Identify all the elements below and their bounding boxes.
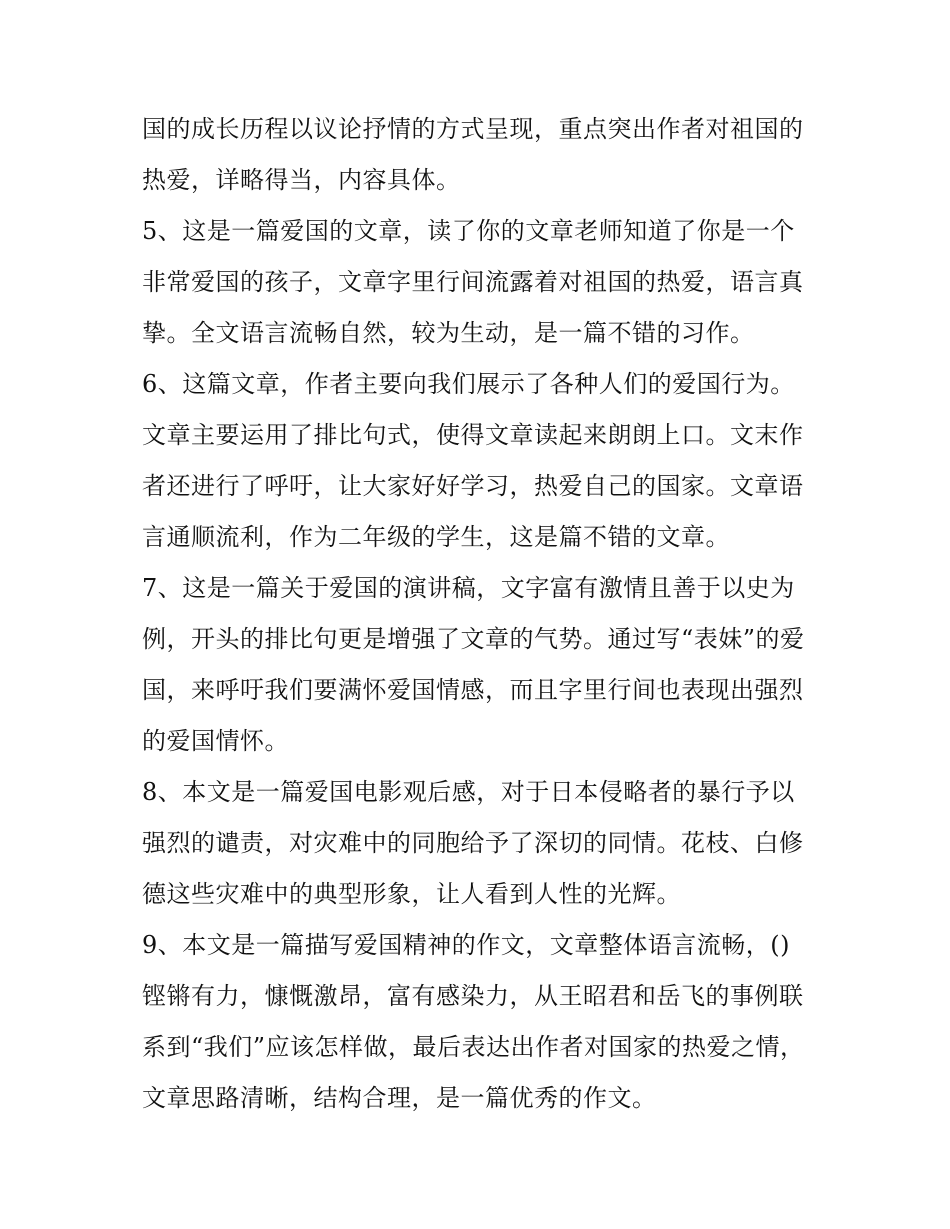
text-line: 文章思路清晰，结构合理，是一篇优秀的作文。 xyxy=(142,1084,657,1112)
item-9-line: 9、本文是一篇描写爱国精神的作文，文章整体语言流畅，() xyxy=(142,931,790,959)
text-line: 国的成长历程以议论抒情的方式呈现，重点突出作者对祖国的 xyxy=(142,115,804,143)
text-line: 文章主要运用了排比句式，使得文章读起来朗朗上口。文末作 xyxy=(142,421,804,449)
item-6-line: 6、这篇文章，作者主要向我们展示了各种人们的爱国行为。 xyxy=(142,370,795,398)
text-line: 强烈的谴责，对灾难中的同胞给予了深切的同情。花枝、白修 xyxy=(142,829,804,857)
item-8-line: 8、本文是一篇爱国电影观后感，对于日本侵略者的暴行予以 xyxy=(142,778,795,806)
text-line: 非常爱国的孩子，文章字里行间流露着对祖国的热爱，语言真 xyxy=(142,268,804,296)
text-line: 系到“我们”应该怎样做，最后表达出作者对国家的热爱之情， xyxy=(142,1033,805,1061)
text-line: 言通顺流利，作为二年级的学生，这是篇不错的文章。 xyxy=(142,523,730,551)
text-line: 者还进行了呼吁，让大家好好学习，热爱自己的国家。文章语 xyxy=(142,472,804,500)
text-line: 例，开头的排比句更是增强了文章的气势。通过写“表妹”的爱 xyxy=(142,625,805,653)
text-line: 的爱国情怀。 xyxy=(142,727,289,755)
text-line: 铿锵有力，慷慨激昂，富有感染力，从王昭君和岳飞的事例联 xyxy=(142,982,804,1010)
text-line: 德这些灾难中的典型形象，让人看到人性的光辉。 xyxy=(142,880,681,908)
document-body xyxy=(142,104,822,1124)
item-5-line: 5、这是一篇爱国的文章，读了你的文章老师知道了你是一个 xyxy=(142,217,795,245)
item-7-line: 7、这是一篇关于爱国的演讲稿，文字富有激情且善于以史为 xyxy=(142,574,795,602)
text-line: 国，来呼吁我们要满怀爱国情感，而且字里行间也表现出强烈 xyxy=(142,676,804,704)
text-line: 热爱，详略得当，内容具体。 xyxy=(142,166,461,194)
text-line: 挚。全文语言流畅自然，较为生动，是一篇不错的习作。 xyxy=(142,319,755,347)
